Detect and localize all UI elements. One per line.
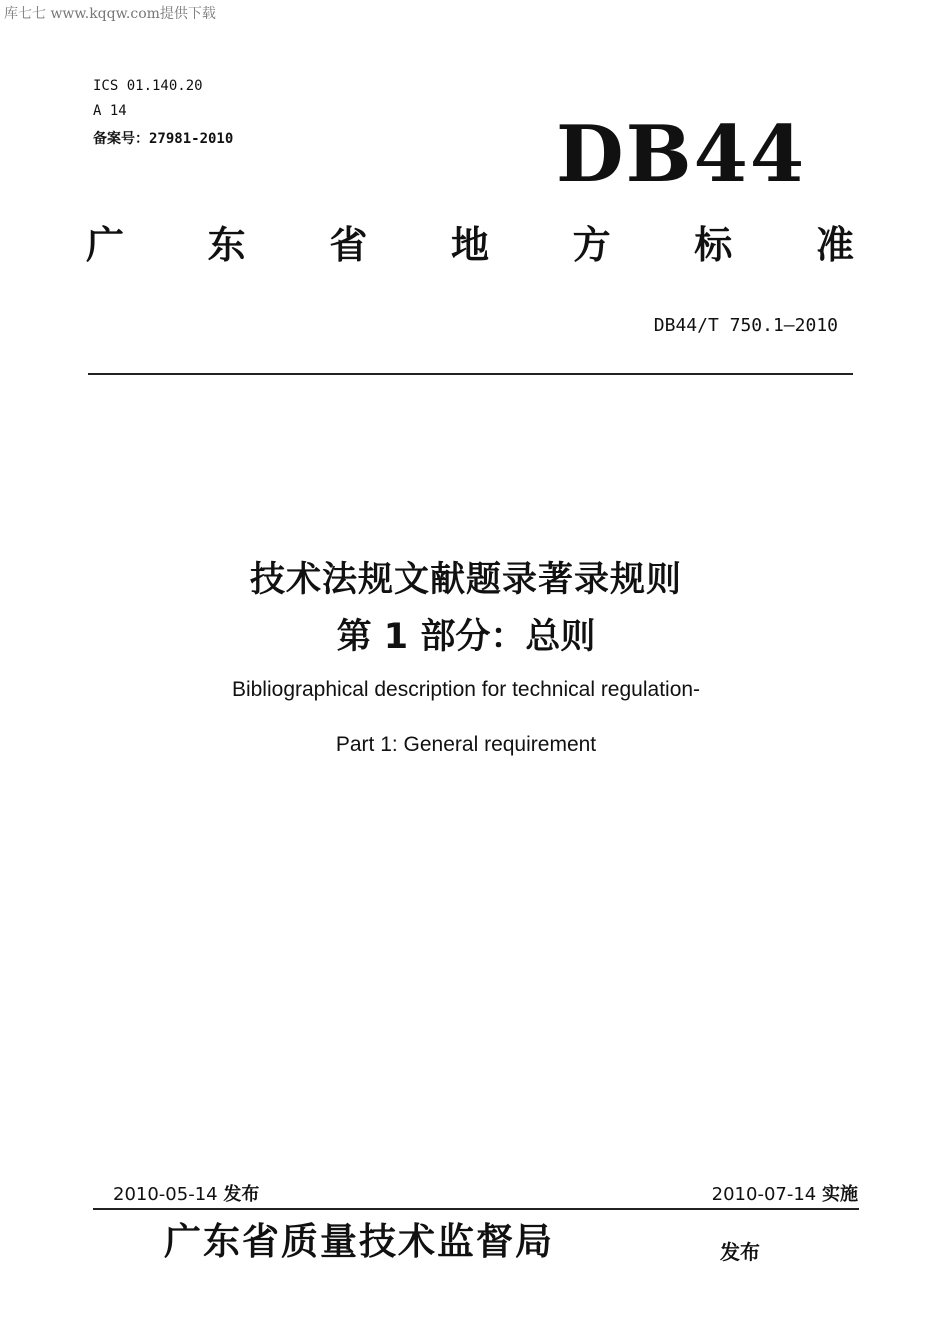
record-number: 备案号：27981-2010 xyxy=(93,131,234,147)
ics-code: ICS 01.140.20 xyxy=(93,78,203,94)
issue-date-value: 2010-05-14 xyxy=(113,1184,218,1205)
standard-number: DB44/T 750.1—2010 xyxy=(653,315,838,336)
implementation-date xyxy=(712,1180,858,1206)
top-divider xyxy=(88,373,853,375)
standard-type-heading xyxy=(86,223,854,267)
standard-type-char: 地 xyxy=(450,223,489,267)
standard-type-char: 东 xyxy=(207,223,246,267)
title-chinese: 技术法规文献题录著录规则 xyxy=(249,560,682,600)
implementation-date-value: 2010-07-14 xyxy=(711,1184,817,1205)
standard-logo: DB44 xyxy=(556,109,807,200)
bottom-divider xyxy=(93,1208,859,1210)
issuing-authority: 广东省质量技术监督局 xyxy=(164,1219,554,1263)
standard-type-char: 广 xyxy=(86,223,125,267)
issuer-suffix: 发布 xyxy=(720,1240,760,1264)
issue-date xyxy=(113,1180,259,1206)
subtitle-chinese: 第 1 部分：总则 xyxy=(336,617,596,657)
title-english: Bibliographical description for technical regulation- xyxy=(231,678,701,701)
subtitle-english: Part 1: General requirement xyxy=(335,733,597,756)
download-watermark: 库七七 www.kqqw.com提供下载 xyxy=(4,6,216,22)
implementation-label: 实施 xyxy=(822,1184,858,1205)
standard-type-char: 省 xyxy=(329,223,368,267)
standard-type-char: 方 xyxy=(572,223,611,267)
ccs-code: A 14 xyxy=(93,103,127,119)
issue-label: 发布 xyxy=(223,1184,260,1205)
standard-type-char: 标 xyxy=(694,223,733,267)
standard-type-char: 准 xyxy=(815,223,854,267)
